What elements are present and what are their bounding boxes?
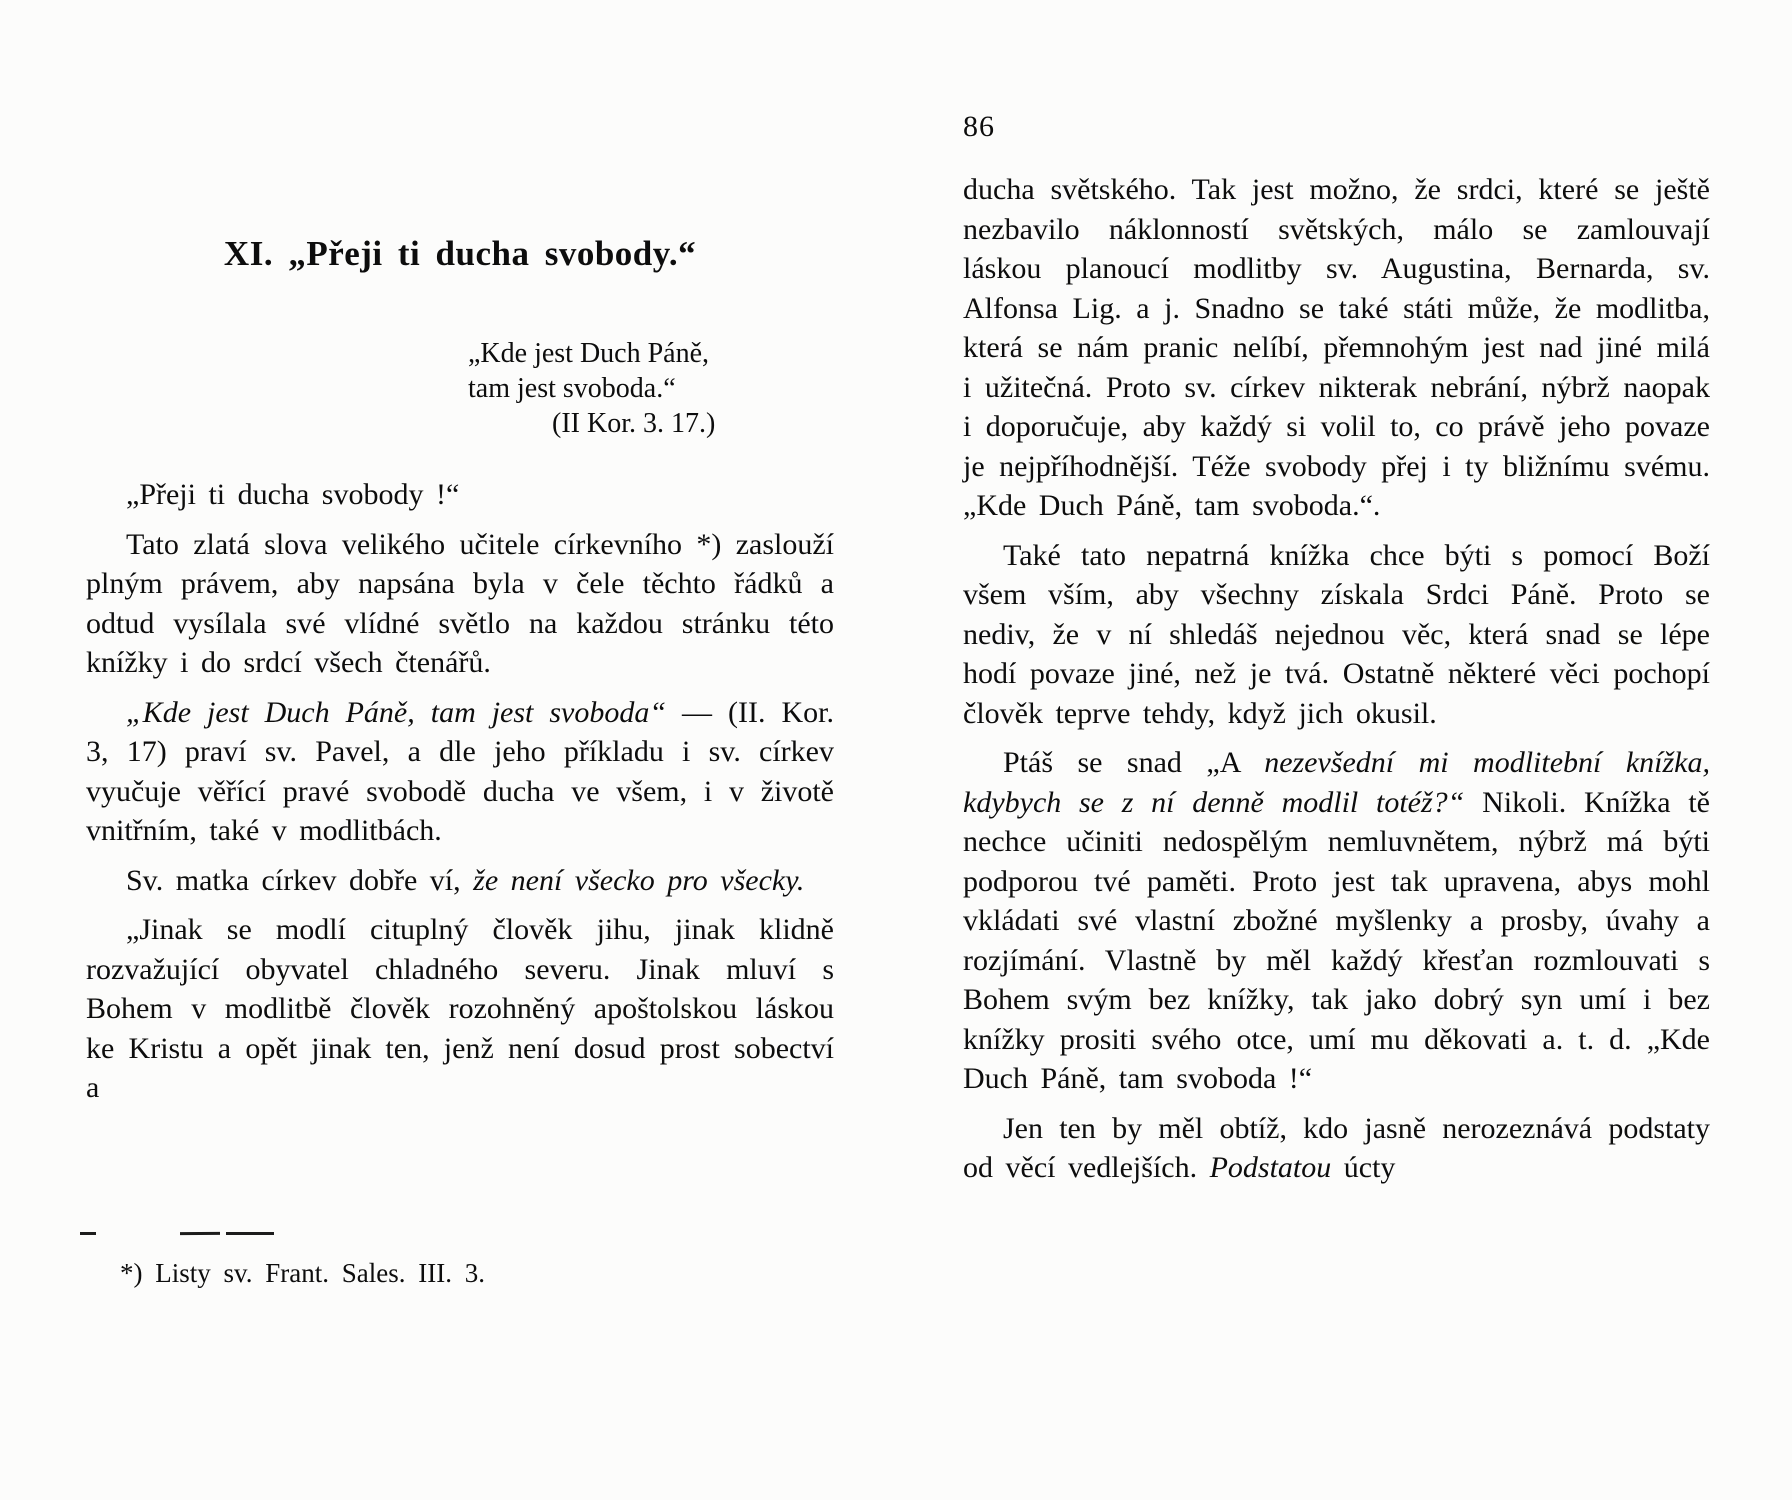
text-run: Sv. matka církev dobře ví, [126, 863, 474, 897]
paragraph [86, 525, 834, 683]
italic-text-run: Podstatou [1209, 1151, 1332, 1184]
paragraph [86, 910, 834, 1108]
italic-text-run: že není všecko pro všecky. [473, 863, 805, 897]
left-page-column [86, 0, 834, 1118]
epigraph-line: „Kde jest Duch Páně, [468, 338, 710, 369]
footnote-rule [86, 1232, 386, 1236]
paragraph [963, 170, 1710, 526]
page-number: 86 [963, 110, 995, 143]
chapter-heading: XI. „Přeji ti ducha svobody.“ [223, 234, 697, 273]
epigraph-citation: (II Kor. 3. 17.) [552, 408, 716, 439]
paragraph [86, 693, 834, 851]
text-run: Ptáš se snad „A [1003, 746, 1265, 779]
rule-dash [180, 1232, 220, 1235]
text-run: — (II. Kor. 3, 17) praví sv. Pavel, a dle jeho příkladu i sv. církev vyučuje věřící pravé svobodě ducha ve všem, i v životě vnitřním, také v modlitbách. [86, 695, 834, 847]
rule-dash [226, 1232, 274, 1235]
paragraph [963, 743, 1710, 1099]
text-run: „Přeji ti ducha svobody !“ [126, 478, 460, 511]
paragraph [86, 475, 834, 515]
italic-text-run: „Kde jest Duch Páně, tam jest svoboda“ [126, 695, 667, 729]
paragraph [963, 536, 1710, 734]
text-run: Také tato nepatrná knížka chce býti s pomocí Boží všem vším, aby všechny získala Srdci Páně. Proto se nediv, že v ní shledáš nejednou věc, která snad se lépe hodí povaze jiné, než je tvá. Ostatně některé věci pochopí člověk teprve tehdy, když jich okusil. [963, 538, 1710, 730]
right-column-text [963, 170, 1710, 1188]
epigraph-line: tam jest svoboda.“ [468, 373, 676, 404]
text-run: ducha světského. Tak jest možno, že srdci, které se ještě nezbavilo náklonností světských, málo se zamlouvají láskou planoucí modlitby sv. Augustina, Bernarda, sv. Alfonsa Lig. a j. Snadno se také státi může, že modlitba, která se nám pranic nelíbí, přemnohým jest nad jiné milá i užitečná. Proto sv. církev nikterak nebrání, nýbrž naopak i doporučuje, aby každý si volil to, co právě jeho povaze je nejpříhodnější. Téže svobody přej i ty bližnímu svému. „Kde Duch Páně, tam svoboda.“. [963, 173, 1710, 522]
text-run: Nikoli. Knížka tě nechce učiniti nedospělým nemluvnětem, nýbrž má býti podporou tvé paměti. Proto jest tak upravena, abys mohl vkládati své vlastní zbožné myšlenky a prosby, úvahy a rozjímání. Vlastně by měl každý křesťan rozmlouvati s Bohem svým bez knížky, tak jako dobrý syn umí i bez knížky prositi svého otce, umí mu děkovati a. t. d. „Kde Duch Páně, tam svoboda !“ [963, 785, 1710, 1095]
text-run: Jen ten by měl obtíž, kdo jasně nerozeznává podstaty od věcí vedlejších. [963, 1111, 1710, 1184]
italic-text-run: nezevšední mi modlitební knížka, kdybych se z ní denně modlil totéž?“ [963, 746, 1710, 819]
left-column-text [86, 475, 834, 1108]
rule-dash [80, 1232, 96, 1235]
footnote: *) Listy sv. Frant. Sales. III. 3. [120, 1258, 485, 1288]
paragraph [86, 861, 834, 901]
paragraph [963, 1109, 1710, 1188]
text-run: úcty [1331, 1151, 1396, 1184]
epigraph [468, 336, 834, 441]
text-run: Tato zlatá slova velikého učitele církevního *) zaslouží plným právem, aby napsána byla v čele těchto řádků a odtud vysílala své vlídné světlo na každou stránku této knížky i do srdcí všech čtenářů. [86, 527, 834, 679]
right-page-column [963, 0, 1710, 1198]
text-run: „Jinak se modlí cituplný člověk jihu, jinak klidně rozvažující obyvatel chladného severu. Jinak mluví s Bohem v modlitbě člověk rozohněný apoštolskou láskou ke Kristu a opět jinak ten, jenž není dosud prost sobectví a [86, 913, 834, 1104]
